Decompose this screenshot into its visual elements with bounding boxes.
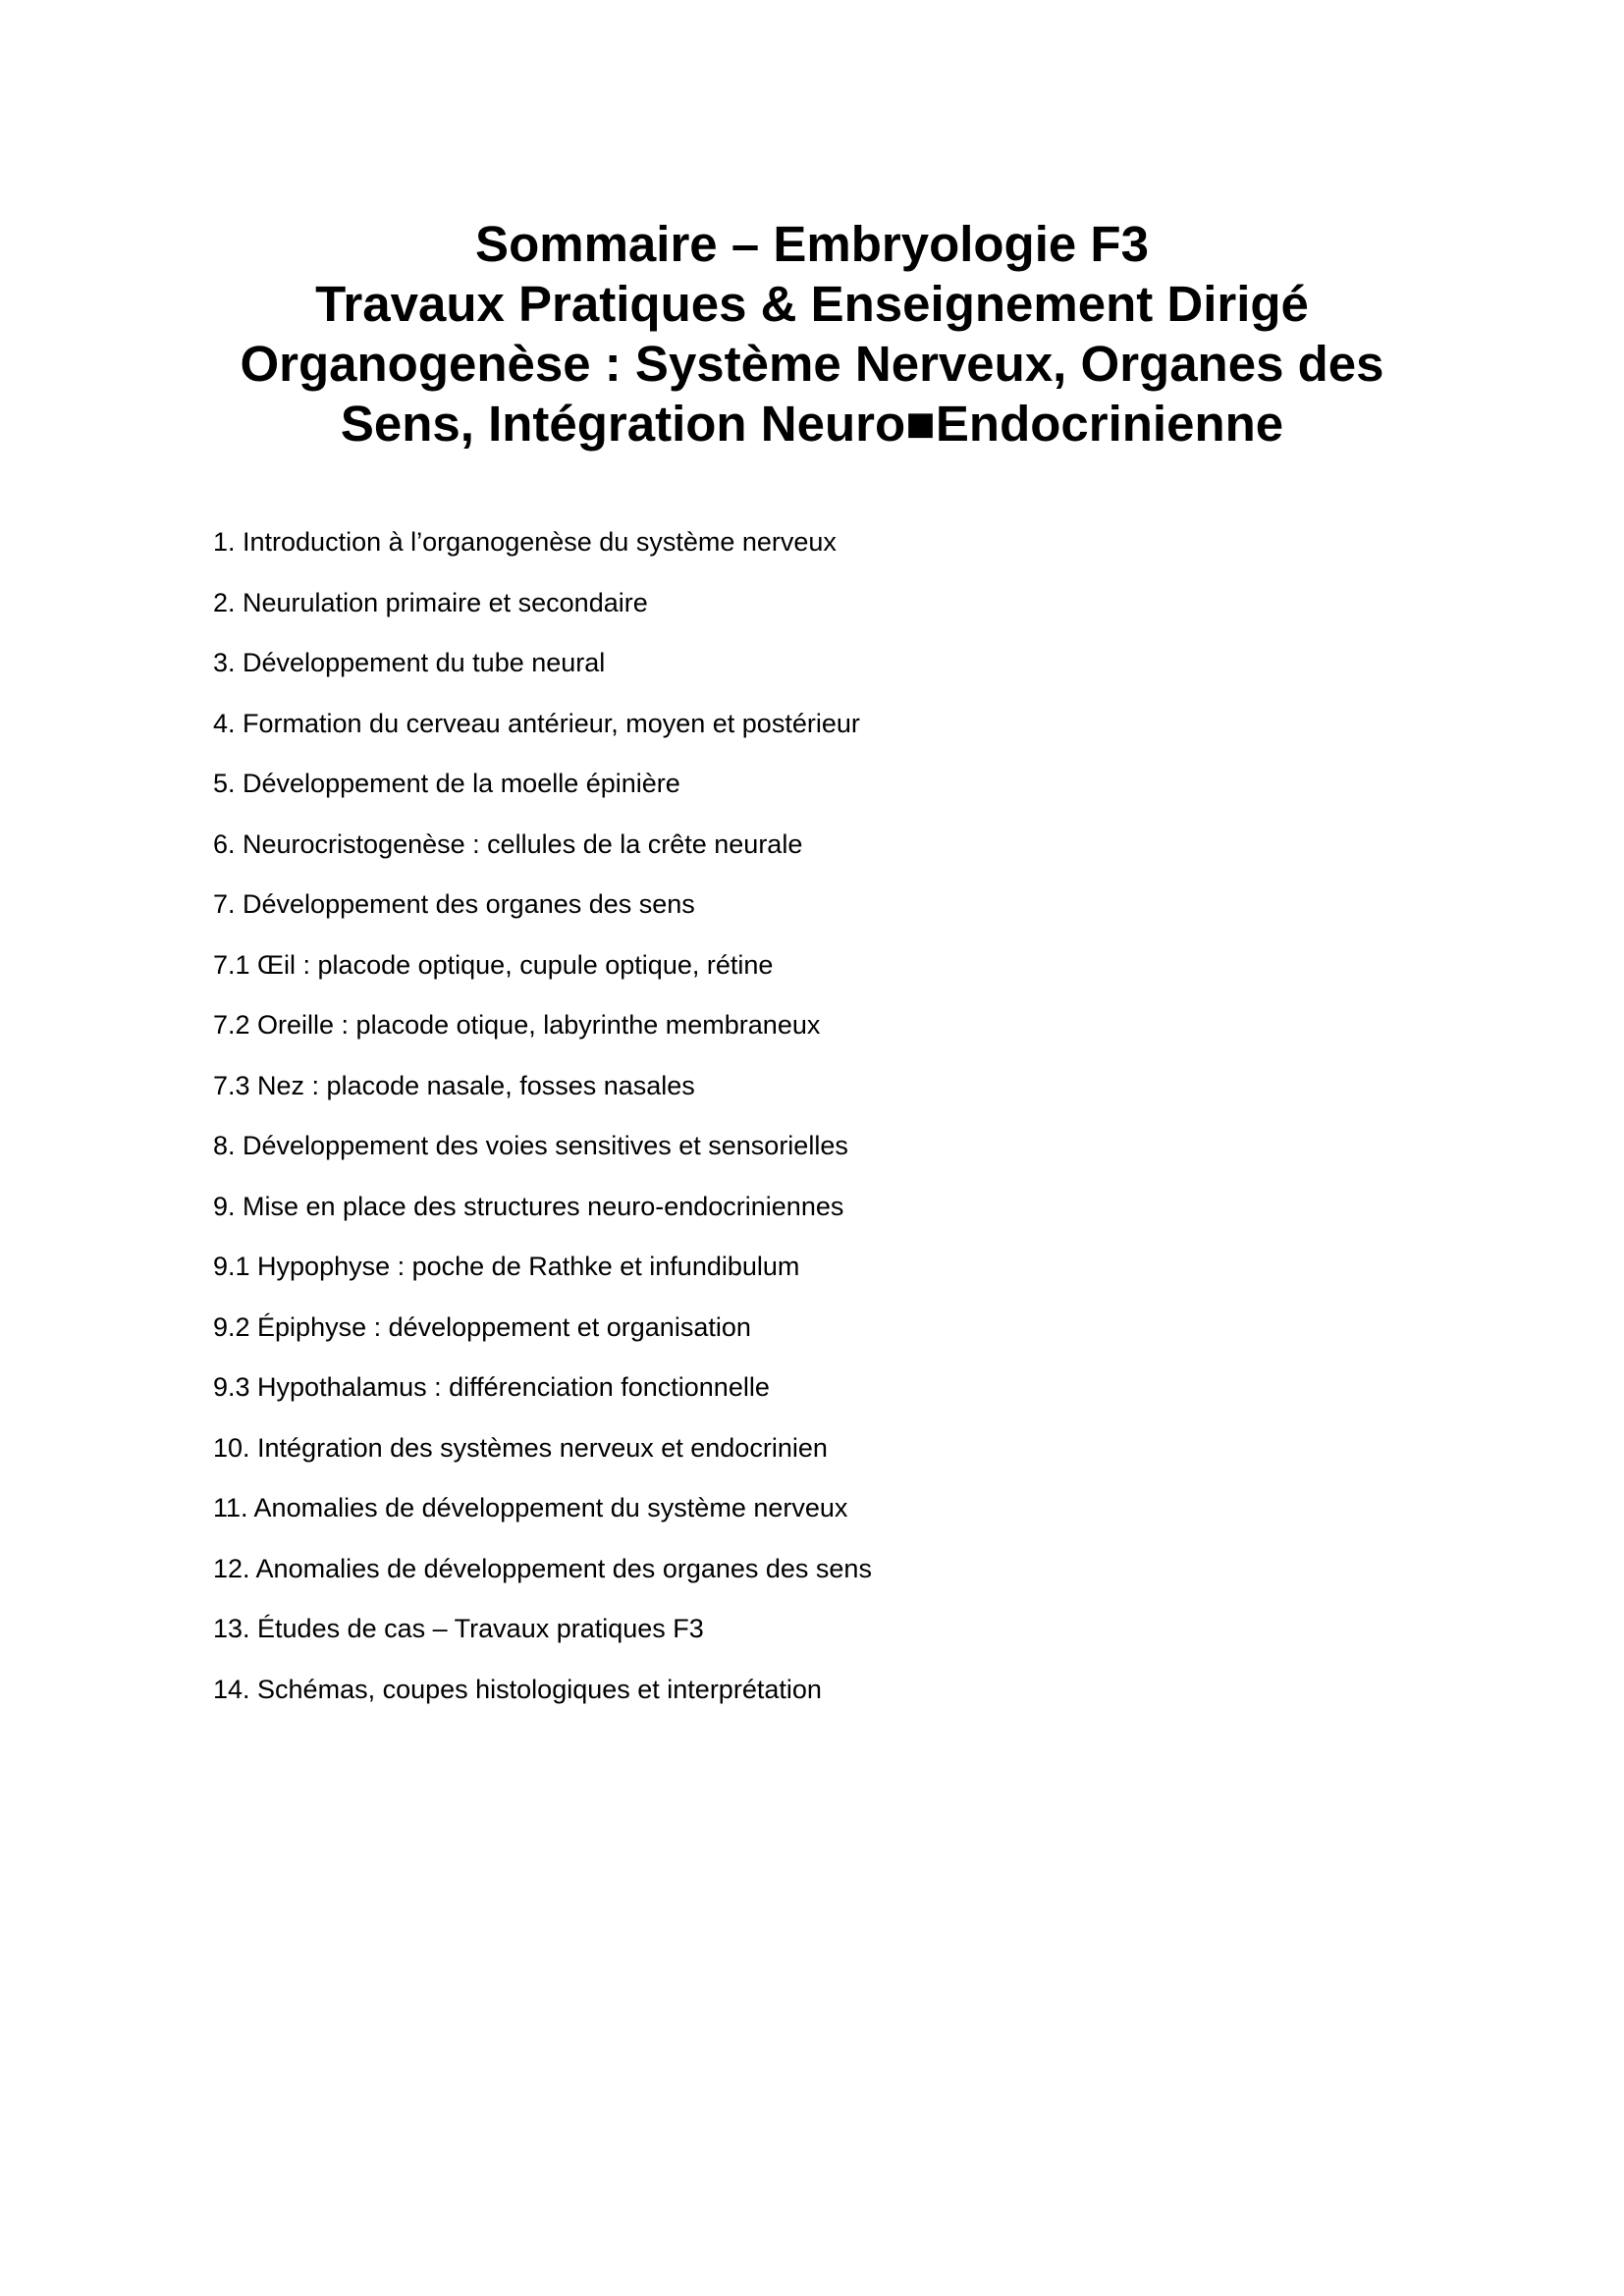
toc-item: 2. Neurulation primaire et secondaire bbox=[213, 587, 648, 617]
toc-item: 7.3 Nez : placode nasale, fosses nasales bbox=[213, 1070, 695, 1100]
toc-item: 13. Études de cas – Travaux pratiques F3 bbox=[213, 1614, 704, 1643]
title-line: Travaux Pratiques & Enseignement Dirigé bbox=[315, 276, 1309, 332]
document-title bbox=[0, 214, 1624, 454]
toc-item: 14. Schémas, coupes histologiques et interprétation bbox=[213, 1674, 822, 1704]
toc-item: 7.2 Oreille : placode otique, labyrinthe membraneux bbox=[213, 1010, 821, 1040]
toc-item: 10. Intégration des systèmes nerveux et endocrinien bbox=[213, 1432, 828, 1463]
title-line: Organogenèse : Système Nerveux, Organes des bbox=[240, 336, 1384, 392]
toc-item: 11. Anomalies de développement du système nerveux bbox=[213, 1493, 848, 1522]
toc-item: 9.1 Hypophyse : poche de Rathke et infundibulum bbox=[213, 1252, 800, 1281]
toc-item: 3. Développement du tube neural bbox=[213, 648, 606, 677]
table-of-contents bbox=[213, 522, 872, 1730]
toc-item: 1. Introduction à l’organogenèse du système nerveux bbox=[213, 527, 837, 557]
title-line: Sens, Intégration Neuro■Endocrinienne bbox=[340, 396, 1284, 452]
title-line: Sommaire – Embryologie F3 bbox=[475, 216, 1149, 272]
toc-item: 7. Développement des organes des sens bbox=[213, 889, 695, 919]
toc-item: 5. Développement de la moelle épinière bbox=[213, 769, 680, 798]
toc-item: 8. Développement des voies sensitives et sensorielles bbox=[213, 1131, 848, 1160]
toc-item: 12. Anomalies de développement des organes des sens bbox=[213, 1553, 872, 1583]
toc-item: 9. Mise en place des structures neuro-endocriniennes bbox=[213, 1191, 844, 1221]
toc-item: 9.3 Hypothalamus : différenciation fonctionnelle bbox=[213, 1372, 770, 1402]
toc-item: 9.2 Épiphyse : développement et organisation bbox=[213, 1311, 751, 1342]
toc-item: 4. Formation du cerveau antérieur, moyen et postérieur bbox=[213, 708, 860, 738]
toc-item: 6. Neurocristogenèse : cellules de la crête neurale bbox=[213, 828, 803, 859]
toc-item: 7.1 Œil : placode optique, cupule optique, rétine bbox=[213, 949, 774, 980]
